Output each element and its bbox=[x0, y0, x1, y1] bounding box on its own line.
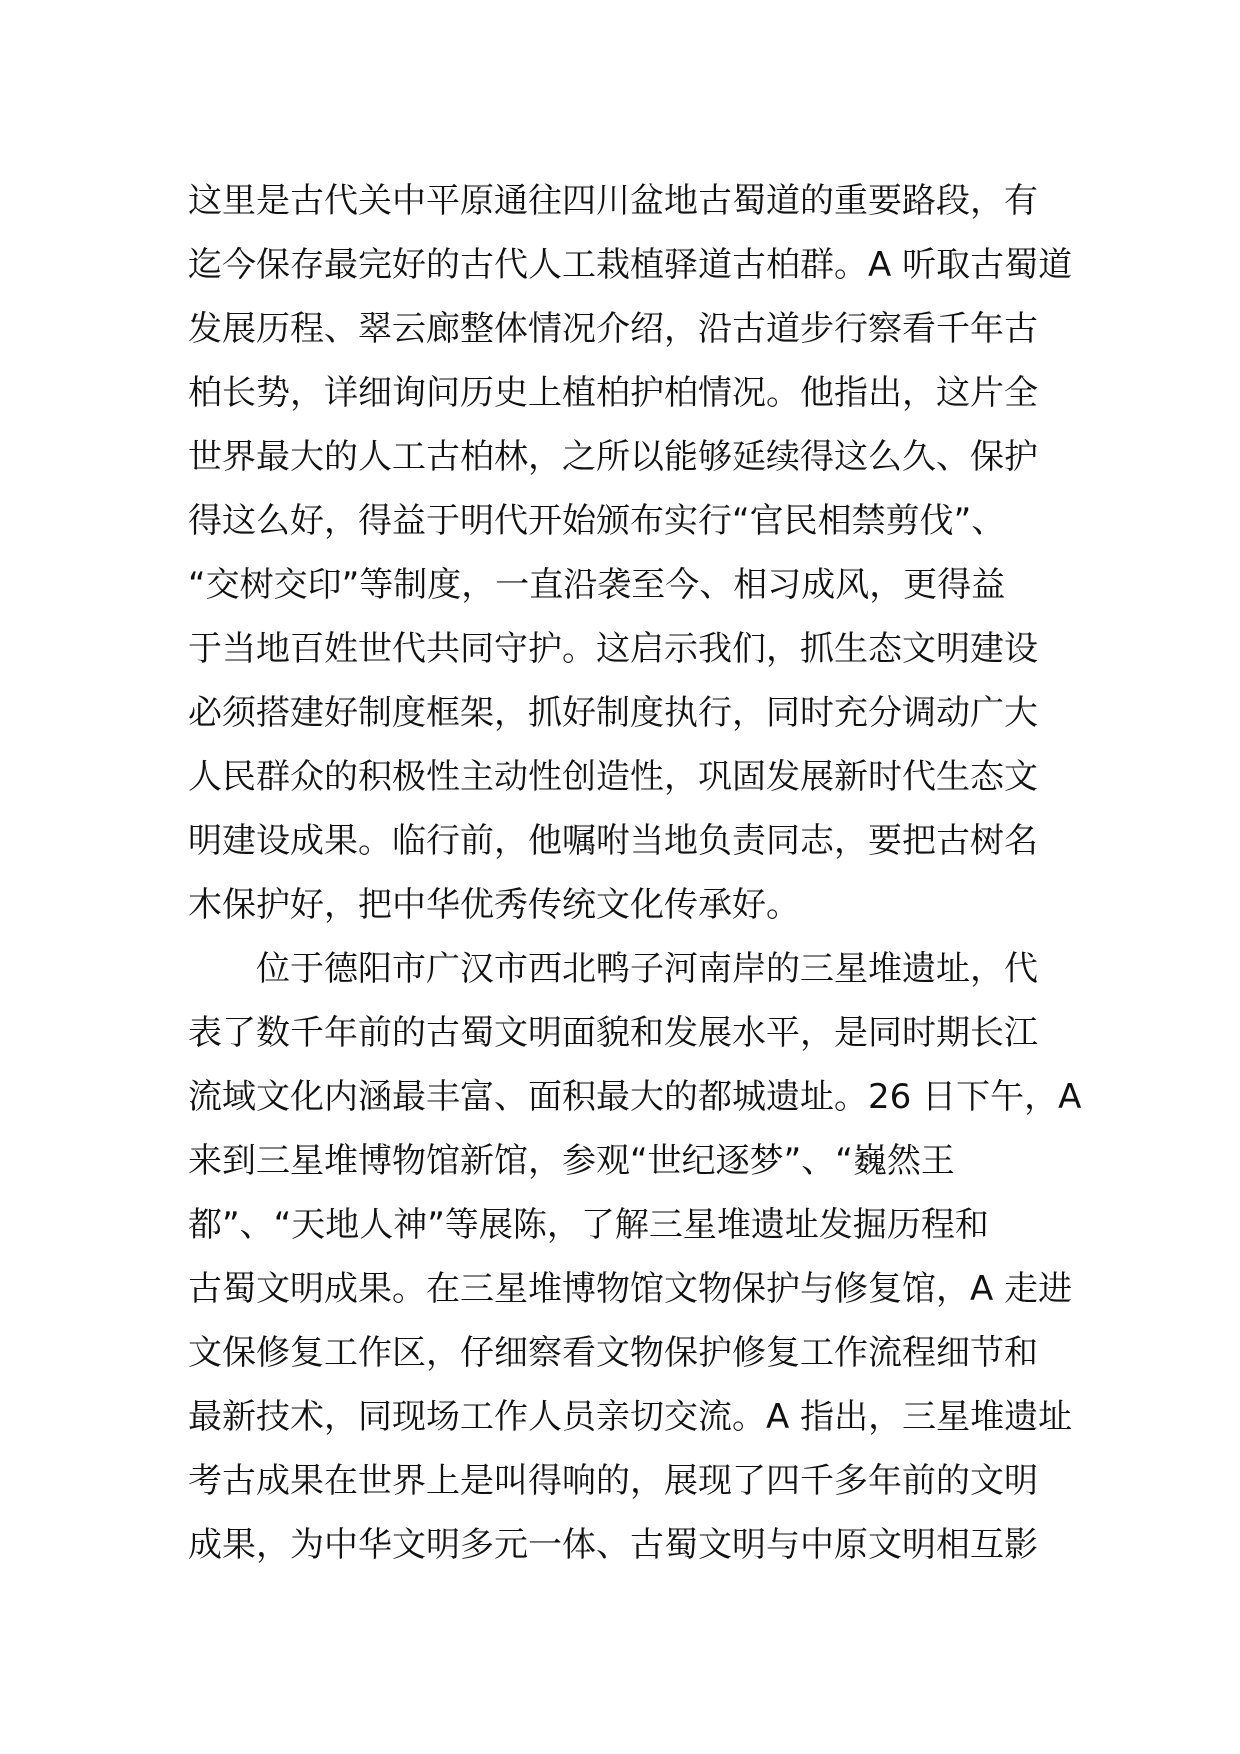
text-line: 都”、“天地人神”等展陈，了解三星堆遗址发掘历程和 bbox=[188, 1205, 989, 1245]
text-line: 考古成果在世界上是叫得响的，展现了四千多年前的文明 bbox=[188, 1461, 1038, 1501]
text-line: 古蜀文明成果。在三星堆博物馆文物保护与修复馆，A 走进 bbox=[188, 1269, 1073, 1309]
text-line: 迄今保存最完好的古代人工栽植驿道古柏群。A 听取古蜀道 bbox=[188, 245, 1073, 285]
text-line: 必须搭建好制度框架，抓好制度执行，同时充分调动广大 bbox=[188, 693, 1038, 733]
text-line: 最新技术，同现场工作人员亲切交流。A 指出，三星堆遗址 bbox=[188, 1397, 1073, 1437]
text-line: 文保修复工作区，仔细察看文物保护修复工作流程细节和 bbox=[188, 1333, 1038, 1373]
body-text bbox=[188, 169, 1082, 1577]
text-line: 明建设成果。临行前，他嘱咐当地负责同志，要把古树名 bbox=[188, 821, 1038, 861]
text-line: 表了数千年前的古蜀文明面貌和发展水平，是同时期长江 bbox=[188, 1013, 1038, 1053]
text-line: 世界最大的人工古柏林，之所以能够延续得这么久、保护 bbox=[188, 437, 1038, 477]
paragraph-start-line: 位于德阳市广汉市西北鸭子河南岸的三星堆遗址，代 bbox=[256, 949, 1038, 989]
text-line: 发展历程、翠云廊整体情况介绍，沿古道步行察看千年古 bbox=[188, 309, 1038, 349]
text-line: 这里是古代关中平原通往四川盆地古蜀道的重要路段，有 bbox=[188, 181, 1038, 221]
text-line: 来到三星堆博物馆新馆，参观“世纪逐梦”、“巍然王 bbox=[188, 1141, 955, 1181]
text-line: “交树交印”等制度，一直沿袭至今、相习成风，更得益 bbox=[188, 565, 1006, 605]
text-line: 于当地百姓世代共同守护。这启示我们，抓生态文明建设 bbox=[188, 629, 1038, 669]
text-line: 人民群众的积极性主动性创造性，巩固发展新时代生态文 bbox=[188, 757, 1038, 797]
text-line: 木保护好，把中华优秀传统文化传承好。 bbox=[188, 885, 800, 925]
text-line: 流域文化内涵最丰富、面积最大的都城遗址。26 日下午，A bbox=[188, 1077, 1082, 1117]
text-line: 柏长势，详细询问历史上植柏护柏情况。他指出，这片全 bbox=[188, 373, 1038, 413]
text-line: 得这么好，得益于明代开始颁布实行“官民相禁剪伐”、 bbox=[188, 501, 1006, 541]
text-line: 成果，为中华文明多元一体、古蜀文明与中原文明相互影 bbox=[188, 1525, 1038, 1565]
